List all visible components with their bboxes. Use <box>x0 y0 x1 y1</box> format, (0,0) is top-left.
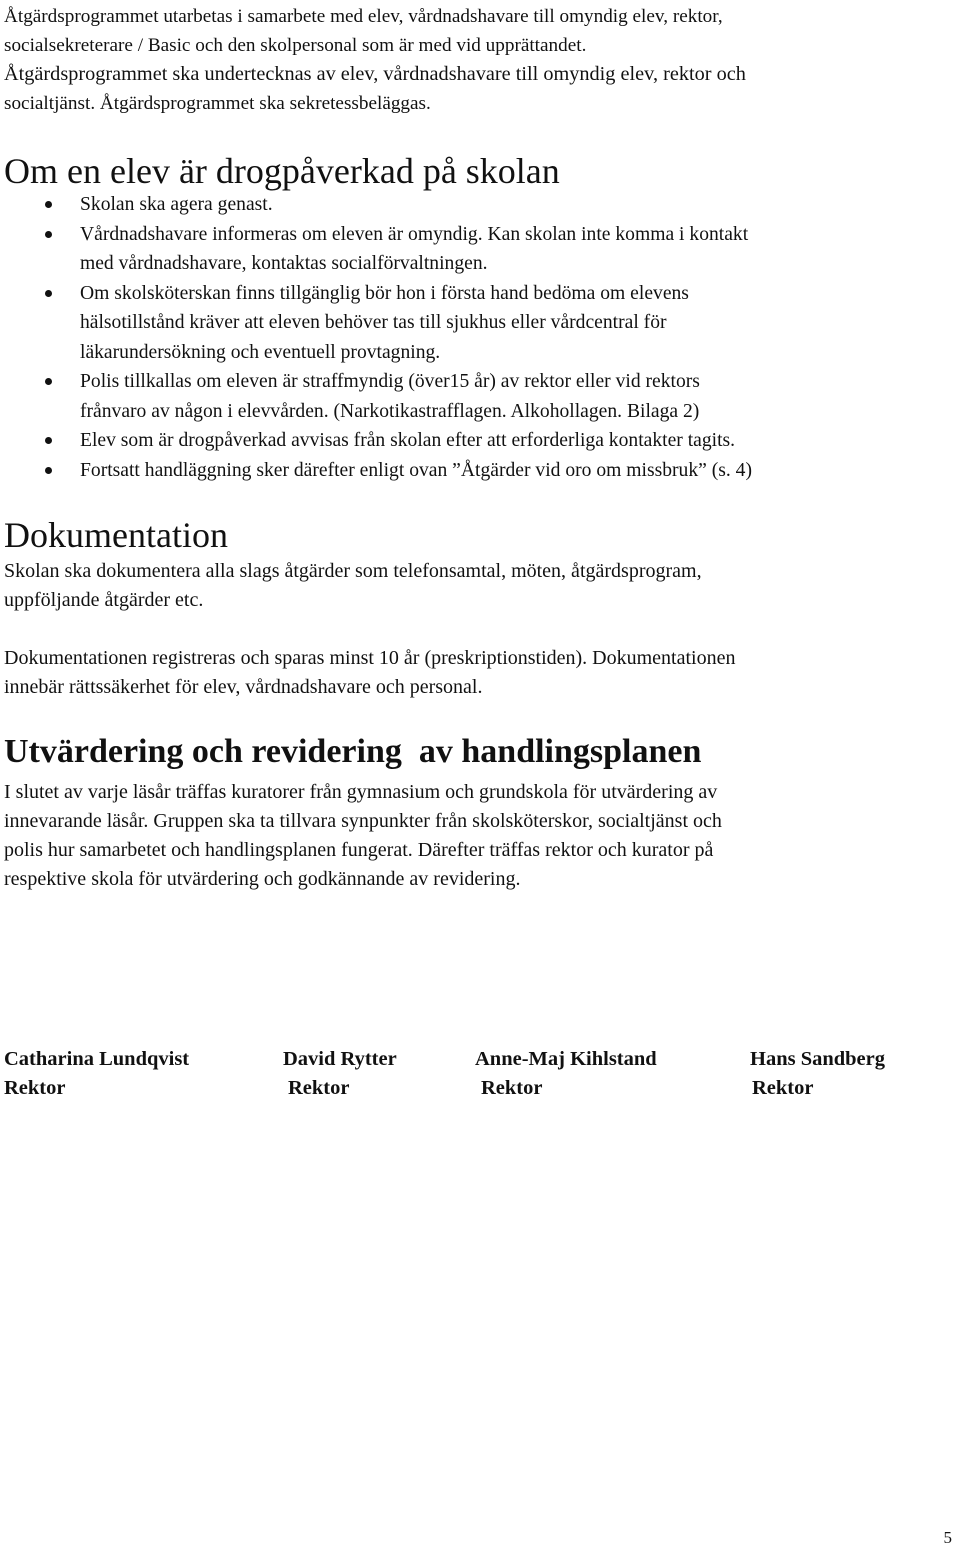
signature <box>283 1045 397 1103</box>
page-number: 5 <box>943 1528 952 1547</box>
list-item-text: frånvaro av någon i elevvården. (Narkotikastrafflagen. Alkohollagen. Bilaga 2) <box>80 400 700 422</box>
documentation-paragraph-line: innebär rättssäkerhet för elev, vårdnadshavare och personal. <box>4 676 483 698</box>
list-item-text: Fortsatt handläggning sker därefter enligt ovan ”Åtgärder vid oro om missbruk” (s. 4) <box>80 459 753 481</box>
evaluation-heading: Utvärdering och revidering av handlingsplanen <box>4 733 702 770</box>
documentation-paragraph-line: uppföljande åtgärder etc. <box>4 589 204 611</box>
signatory-name: Anne-Maj Kihlstand <box>475 1048 657 1070</box>
signatory-name: David Rytter <box>283 1048 397 1070</box>
list-item <box>4 220 952 279</box>
list-item <box>4 456 952 486</box>
evaluation-paragraph-line: respektive skola för utvärdering och godkännande av revidering. <box>4 868 521 890</box>
list-item-text: Elev som är drogpåverkad avvisas från skolan efter att erforderliga kontakter tagits. <box>80 430 736 451</box>
list-item <box>4 190 952 220</box>
signature-block <box>0 1045 948 1105</box>
signatory-name: Hans Sandberg <box>750 1048 886 1070</box>
bullet-icon <box>45 201 52 208</box>
list-item-text: Vårdnadshavare informeras om eleven är omyndig. Kan skolan inte komma i kontakt <box>80 223 749 245</box>
signature <box>4 1045 189 1103</box>
drug-section-list <box>4 190 952 485</box>
intro-line: Åtgärdsprogrammet utarbetas i samarbete med elev, vårdnadshavare till omyndig elev, rektor, <box>4 6 723 27</box>
evaluation-paragraph-line: I slutet av varje läsår träffas kuratorer från gymnasium och grundskola för utvärdering av <box>4 781 718 803</box>
list-item-text: hälsotillstånd kräver att eleven behöver tas till sjukhus eller vårdcentral för <box>80 312 667 333</box>
signature <box>750 1045 885 1103</box>
drug-section-heading: Om en elev är drogpåverkad på skolan <box>4 151 560 191</box>
list-item-text: Polis tillkallas om eleven är straffmyndig (över15 år) av rektor eller vid rektors <box>80 371 700 392</box>
intro-paragraph <box>4 0 952 118</box>
bullet-icon <box>45 290 52 297</box>
documentation-heading: Dokumentation <box>4 515 228 555</box>
list-item-text: med vårdnadshavare, kontaktas socialförvaltningen. <box>80 253 488 274</box>
list-item <box>4 279 952 368</box>
intro-line: socialsekreterare / Basic och den skolpersonal som är med vid upprättandet. <box>4 35 587 56</box>
bullet-icon <box>45 378 52 385</box>
list-item <box>4 426 952 456</box>
signatory-name: Catharina Lundqvist <box>4 1048 190 1070</box>
list-item-text: läkarundersökning och eventuell provtagning. <box>80 341 441 363</box>
intro-line: socialtjänst. Åtgärdsprogrammet ska sekretessbeläggas. <box>4 93 431 114</box>
list-item-text: Skolan ska agera genast. <box>80 194 273 215</box>
signatory-role: Rektor <box>752 1077 814 1099</box>
evaluation-paragraph-line: polis hur samarbetet och handlingsplanen fungerat. Därefter träffas rektor och kurator på <box>4 839 714 861</box>
documentation-paragraph-line: Skolan ska dokumentera alla slags åtgärder som telefonsamtal, möten, åtgärdsprogram, <box>4 560 702 582</box>
documentation-paragraph-line: Dokumentationen registreras och sparas minst 10 år (preskriptionstiden). Dokumentationen <box>4 647 736 669</box>
signatory-role: Rektor <box>4 1077 66 1099</box>
evaluation-paragraph-line: innevarande läsår. Gruppen ska ta tillvara synpunkter från skolsköterskor, socialtjänst och <box>4 810 722 832</box>
intro-line: Åtgärdsprogrammet ska undertecknas av elev, vårdnadshavare till omyndig elev, rektor och <box>4 63 746 85</box>
list-item-text: Om skolsköterskan finns tillgänglig bör hon i första hand bedöma om elevens <box>80 282 689 304</box>
document-page <box>4 0 952 894</box>
bullet-icon <box>45 231 52 238</box>
bullet-icon <box>45 437 52 444</box>
signature <box>475 1045 657 1103</box>
list-item <box>4 367 952 426</box>
bullet-icon <box>45 467 52 474</box>
signatory-role: Rektor <box>481 1077 543 1099</box>
signatory-role: Rektor <box>288 1077 350 1099</box>
